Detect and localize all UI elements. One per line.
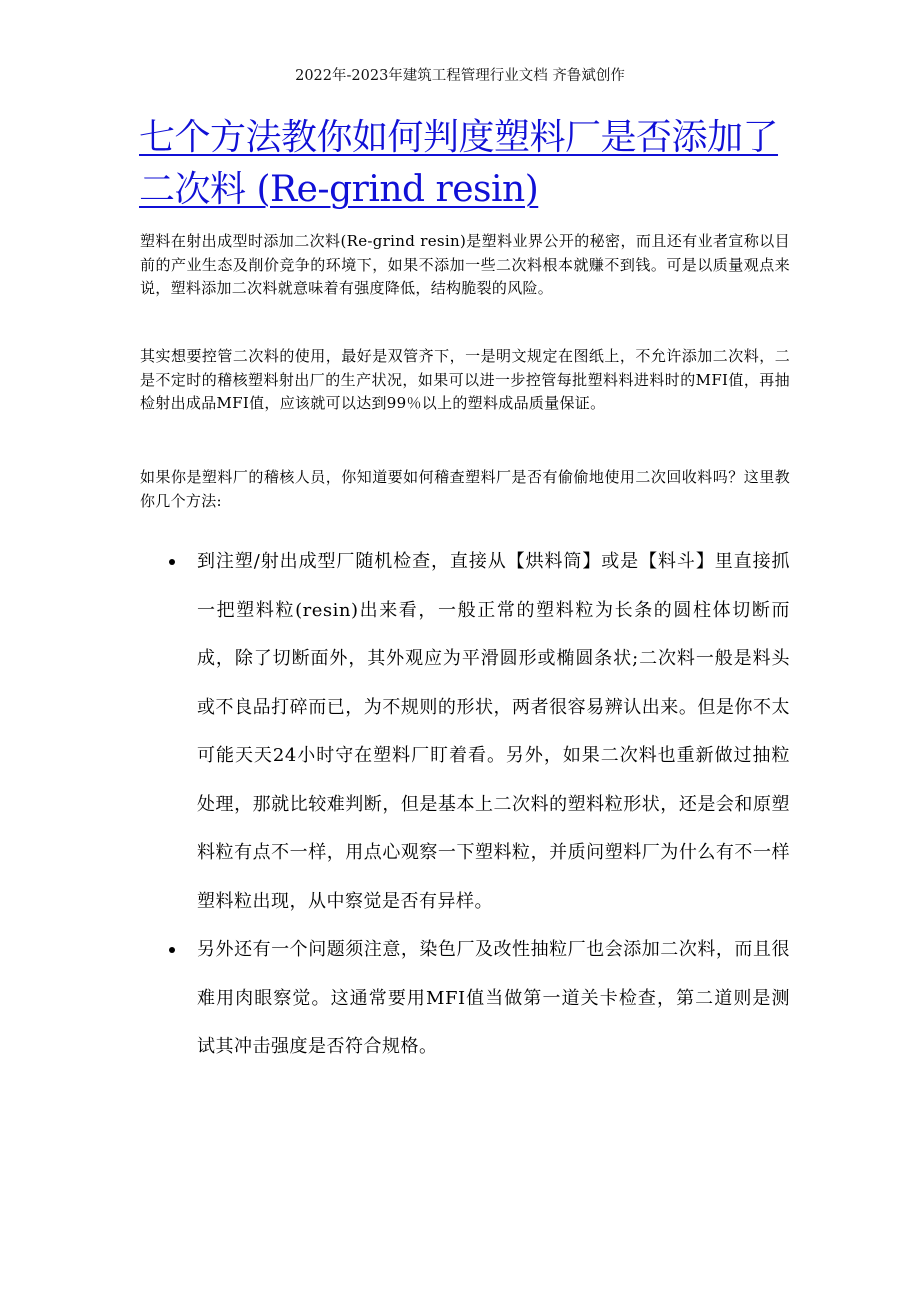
document-title-link[interactable]: 七个方法教你如何判度塑料厂是否添加了二次料 (Re-grind resin) — [139, 117, 779, 210]
document-header: 2022年-2023年建筑工程管理行业文档 齐鲁斌创作 — [295, 68, 625, 84]
auditor-paragraph: 如果你是塑料厂的稽核人员，你知道要如何稽查塑料厂是否有偷偷地使用二次回收料吗？这里教你几个方法: — [140, 468, 790, 510]
bullet-icon — [169, 947, 175, 953]
list-item-text: 到注塑/射出成型厂随机检查，直接从【烘料筒】或是【料斗】里直接抓一把塑料粒(resin)出来看，一般正常的塑料粒为长条的圆柱体切断而成，除了切断面外，其外观应为平滑圆形或椭圆条状;二次料一般是料头或不良品打碎而已，为不规则的形状，两者很容易辨认出来。但是你不太可能天天24小时守在塑料厂盯着看。另外，如果二次料也重新做过抽粒处理，那就比较难判断，但是基本上二次料的塑料粒形状，还是会和原塑料粒有点不一样，用点心观察一下塑料粒，并质问塑料厂为什么有不一样塑料粒出现，从中察觉是否有异样。 — [197, 551, 790, 912]
control-paragraph: 其实想要控管二次料的使用，最好是双管齐下，一是明文规定在图纸上，不允许添加二次料，二是不定时的稽核塑料射出厂的生产状况，如果可以进一步控管每批塑料料进料时的MFI值，再抽检射出成品MFI值，应该就可以达到99％以上的塑料成品质量保证。 — [140, 347, 790, 412]
method-list — [0, 538, 920, 1072]
list-item-text: 另外还有一个问题须注意，染色厂及改性抽粒厂也会添加二次料，而且很难用肉眼察觉。这通常要用MFI值当做第一道关卡检查，第二道则是测试其冲击强度是否符合规格。 — [197, 939, 790, 1057]
intro-paragraph: 塑料在射出成型时添加二次料(Re-grind resin)是塑料业界公开的秘密，而且还有业者宣称以目前的产业生态及削价竞争的环境下，如果不添加一些二次料根本就赚不到钱。可是以质量观点来说，塑料添加二次料就意味着有强度降低，结构脆裂的风险。 — [140, 232, 790, 297]
bullet-icon — [169, 559, 175, 565]
list-item — [0, 538, 920, 926]
list-item — [0, 926, 920, 1072]
